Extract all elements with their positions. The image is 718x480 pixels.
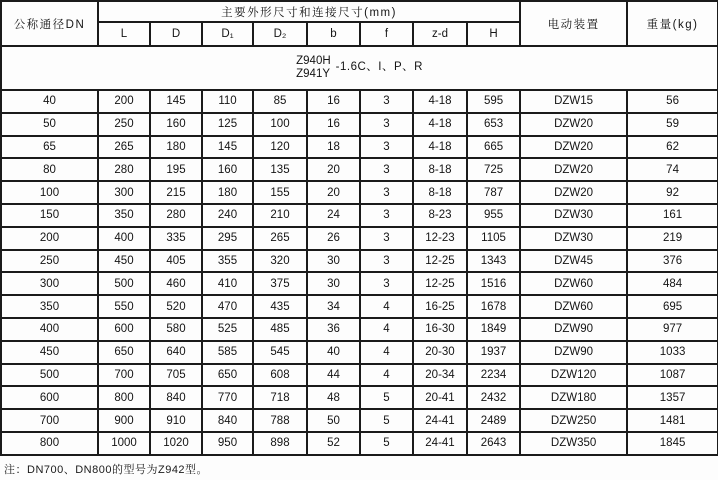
cell: 1105 bbox=[467, 227, 520, 250]
cell: 787 bbox=[467, 181, 520, 204]
cell: 250 bbox=[1, 250, 98, 273]
cell: 2643 bbox=[467, 432, 520, 455]
cell: DZW250 bbox=[520, 409, 627, 432]
cell: 12-25 bbox=[413, 272, 467, 295]
cell: 180 bbox=[202, 181, 253, 204]
cell: 485 bbox=[253, 318, 307, 341]
cell: 92 bbox=[627, 181, 718, 204]
cell: 595 bbox=[467, 90, 520, 113]
cell: 59 bbox=[627, 113, 718, 136]
cell: DZW20 bbox=[520, 181, 627, 204]
cell: DZW120 bbox=[520, 364, 627, 387]
model-code-z940h: Z940H bbox=[296, 54, 331, 67]
col-header-D2: D₂ bbox=[253, 22, 307, 46]
table-body bbox=[1, 90, 718, 455]
cell: 898 bbox=[253, 432, 307, 455]
cell: 665 bbox=[467, 136, 520, 159]
cell: 40 bbox=[307, 341, 360, 364]
table-row bbox=[1, 113, 718, 136]
cell: 145 bbox=[150, 90, 202, 113]
cell: 300 bbox=[1, 272, 98, 295]
cell: 450 bbox=[1, 341, 98, 364]
table-row bbox=[1, 341, 718, 364]
cell: 210 bbox=[253, 204, 307, 227]
cell: 640 bbox=[150, 341, 202, 364]
col-header-dims-group: 主要外形尺寸和连接尺寸(mm) bbox=[98, 1, 520, 22]
cell: 3 bbox=[360, 90, 413, 113]
cell: 4 bbox=[360, 318, 413, 341]
cell: 20-30 bbox=[413, 341, 467, 364]
cell: 650 bbox=[98, 341, 150, 364]
cell: 280 bbox=[98, 158, 150, 181]
cell: 545 bbox=[253, 341, 307, 364]
cell: 36 bbox=[307, 318, 360, 341]
cell: 2432 bbox=[467, 386, 520, 409]
model-designation bbox=[2, 55, 717, 81]
cell: 215 bbox=[150, 181, 202, 204]
model-pressure-class-suffix: -1.6C、I、P、R bbox=[335, 61, 423, 74]
cell: 4 bbox=[360, 295, 413, 318]
cell: 3 bbox=[360, 113, 413, 136]
cell: DZW90 bbox=[520, 341, 627, 364]
cell: 20 bbox=[307, 158, 360, 181]
table-row bbox=[1, 181, 718, 204]
cell: 460 bbox=[150, 272, 202, 295]
cell: 1033 bbox=[627, 341, 718, 364]
cell: 56 bbox=[627, 90, 718, 113]
cell: 470 bbox=[202, 295, 253, 318]
cell: 280 bbox=[150, 204, 202, 227]
footnote: 注：DN700、DN800的型号为Z942型。 bbox=[4, 463, 209, 476]
cell: 160 bbox=[202, 158, 253, 181]
cell: 400 bbox=[98, 227, 150, 250]
cell: 74 bbox=[627, 158, 718, 181]
cell: 219 bbox=[627, 227, 718, 250]
cell: 355 bbox=[202, 250, 253, 273]
cell: 585 bbox=[202, 341, 253, 364]
cell: 16 bbox=[307, 113, 360, 136]
cell: 30 bbox=[307, 250, 360, 273]
cell: DZW60 bbox=[520, 295, 627, 318]
cell: 520 bbox=[150, 295, 202, 318]
cell: 120 bbox=[253, 136, 307, 159]
cell: 405 bbox=[150, 250, 202, 273]
cell: 608 bbox=[253, 364, 307, 387]
cell: 240 bbox=[202, 204, 253, 227]
cell: 320 bbox=[253, 250, 307, 273]
table-row bbox=[1, 295, 718, 318]
cell: 600 bbox=[1, 386, 98, 409]
cell: 600 bbox=[98, 318, 150, 341]
cell: 977 bbox=[627, 318, 718, 341]
cell: 50 bbox=[307, 409, 360, 432]
cell: DZW180 bbox=[520, 386, 627, 409]
cell: 30 bbox=[307, 272, 360, 295]
cell: 484 bbox=[627, 272, 718, 295]
table-row bbox=[1, 136, 718, 159]
cell: 100 bbox=[1, 181, 98, 204]
cell: DZW90 bbox=[520, 318, 627, 341]
cell: 500 bbox=[98, 272, 150, 295]
cell: 295 bbox=[202, 227, 253, 250]
col-header-f: f bbox=[360, 22, 413, 46]
cell: 1087 bbox=[627, 364, 718, 387]
cell: 840 bbox=[202, 409, 253, 432]
cell: 150 bbox=[1, 204, 98, 227]
cell: 161 bbox=[627, 204, 718, 227]
cell: 3 bbox=[360, 227, 413, 250]
cell: 435 bbox=[253, 295, 307, 318]
cell: DZW20 bbox=[520, 136, 627, 159]
cell: 695 bbox=[627, 295, 718, 318]
cell: 5 bbox=[360, 409, 413, 432]
cell: DZW60 bbox=[520, 272, 627, 295]
cell: 34 bbox=[307, 295, 360, 318]
model-designation-cell bbox=[1, 46, 718, 90]
cell: 955 bbox=[467, 204, 520, 227]
col-header-b: b bbox=[307, 22, 360, 46]
col-header-D1: D₁ bbox=[202, 22, 253, 46]
cell: 50 bbox=[1, 113, 98, 136]
cell: 2489 bbox=[467, 409, 520, 432]
cell: 840 bbox=[150, 386, 202, 409]
cell: 12-25 bbox=[413, 250, 467, 273]
cell: 145 bbox=[202, 136, 253, 159]
cell: 3 bbox=[360, 250, 413, 273]
cell: 265 bbox=[98, 136, 150, 159]
cell: 5 bbox=[360, 386, 413, 409]
col-header-actuator: 电动装置 bbox=[520, 1, 627, 46]
model-designation-row bbox=[1, 46, 718, 90]
cell: 80 bbox=[1, 158, 98, 181]
table-row bbox=[1, 158, 718, 181]
cell: 375 bbox=[253, 272, 307, 295]
cell: 350 bbox=[98, 204, 150, 227]
cell: 1849 bbox=[467, 318, 520, 341]
cell: 4 bbox=[360, 364, 413, 387]
cell: 3 bbox=[360, 204, 413, 227]
cell: 12-23 bbox=[413, 227, 467, 250]
header-row-group bbox=[1, 1, 718, 22]
cell: 950 bbox=[202, 432, 253, 455]
cell: 24 bbox=[307, 204, 360, 227]
cell: 265 bbox=[253, 227, 307, 250]
table-header bbox=[1, 1, 718, 90]
cell: 4-18 bbox=[413, 90, 467, 113]
cell: 8-23 bbox=[413, 204, 467, 227]
table-row bbox=[1, 432, 718, 455]
cell: DZW30 bbox=[520, 227, 627, 250]
cell: 20 bbox=[307, 181, 360, 204]
cell: 200 bbox=[98, 90, 150, 113]
cell: 3 bbox=[360, 272, 413, 295]
cell: 2234 bbox=[467, 364, 520, 387]
cell: 1000 bbox=[98, 432, 150, 455]
table-row bbox=[1, 386, 718, 409]
table-row bbox=[1, 204, 718, 227]
cell: 1937 bbox=[467, 341, 520, 364]
cell: 16 bbox=[307, 90, 360, 113]
cell: 3 bbox=[360, 181, 413, 204]
table-row bbox=[1, 318, 718, 341]
cell: 300 bbox=[98, 181, 150, 204]
cell: 1516 bbox=[467, 272, 520, 295]
cell: 4 bbox=[360, 341, 413, 364]
table-row bbox=[1, 90, 718, 113]
cell: 200 bbox=[1, 227, 98, 250]
cell: 1020 bbox=[150, 432, 202, 455]
cell: 65 bbox=[1, 136, 98, 159]
cell: 788 bbox=[253, 409, 307, 432]
cell: 1481 bbox=[627, 409, 718, 432]
cell: 900 bbox=[98, 409, 150, 432]
cell: DZW45 bbox=[520, 250, 627, 273]
cell: 800 bbox=[1, 432, 98, 455]
cell: 4-18 bbox=[413, 113, 467, 136]
cell: 350 bbox=[1, 295, 98, 318]
cell: 135 bbox=[253, 158, 307, 181]
cell: 4-18 bbox=[413, 136, 467, 159]
cell: 44 bbox=[307, 364, 360, 387]
cell: 155 bbox=[253, 181, 307, 204]
cell: 1357 bbox=[627, 386, 718, 409]
cell: 1343 bbox=[467, 250, 520, 273]
cell: 3 bbox=[360, 136, 413, 159]
cell: 180 bbox=[150, 136, 202, 159]
cell: DZW30 bbox=[520, 204, 627, 227]
cell: 8-18 bbox=[413, 158, 467, 181]
cell: DZW350 bbox=[520, 432, 627, 455]
cell: 800 bbox=[98, 386, 150, 409]
col-header-weight: 重量(kg) bbox=[627, 1, 718, 46]
cell: 1678 bbox=[467, 295, 520, 318]
col-header-L: L bbox=[98, 22, 150, 46]
cell: 8-18 bbox=[413, 181, 467, 204]
cell: 5 bbox=[360, 432, 413, 455]
table-row bbox=[1, 272, 718, 295]
cell: 24-41 bbox=[413, 432, 467, 455]
cell: 580 bbox=[150, 318, 202, 341]
cell: 705 bbox=[150, 364, 202, 387]
col-header-D: D bbox=[150, 22, 202, 46]
cell: 700 bbox=[1, 409, 98, 432]
table-row bbox=[1, 364, 718, 387]
cell: 100 bbox=[253, 113, 307, 136]
col-header-dn: 公称通径DN bbox=[1, 1, 98, 46]
cell: 20-41 bbox=[413, 386, 467, 409]
cell: 910 bbox=[150, 409, 202, 432]
cell: 16-30 bbox=[413, 318, 467, 341]
cell: 110 bbox=[202, 90, 253, 113]
cell: 1845 bbox=[627, 432, 718, 455]
cell: 653 bbox=[467, 113, 520, 136]
col-header-zd: z-d bbox=[413, 22, 467, 46]
cell: 650 bbox=[202, 364, 253, 387]
cell: 700 bbox=[98, 364, 150, 387]
cell: 400 bbox=[1, 318, 98, 341]
col-header-H: H bbox=[467, 22, 520, 46]
table-row bbox=[1, 227, 718, 250]
cell: 450 bbox=[98, 250, 150, 273]
model-codes bbox=[296, 55, 331, 81]
cell: 376 bbox=[627, 250, 718, 273]
cell: 24-41 bbox=[413, 409, 467, 432]
cell: DZW20 bbox=[520, 113, 627, 136]
model-code-z941y: Z941Y bbox=[296, 68, 331, 80]
cell: 525 bbox=[202, 318, 253, 341]
cell: 335 bbox=[150, 227, 202, 250]
cell: 160 bbox=[150, 113, 202, 136]
cell: 718 bbox=[253, 386, 307, 409]
cell: 20-34 bbox=[413, 364, 467, 387]
cell: 52 bbox=[307, 432, 360, 455]
cell: 250 bbox=[98, 113, 150, 136]
cell: 125 bbox=[202, 113, 253, 136]
cell: 40 bbox=[1, 90, 98, 113]
cell: 48 bbox=[307, 386, 360, 409]
cell: DZW20 bbox=[520, 158, 627, 181]
cell: 550 bbox=[98, 295, 150, 318]
cell: 26 bbox=[307, 227, 360, 250]
cell: 770 bbox=[202, 386, 253, 409]
cell: 18 bbox=[307, 136, 360, 159]
cell: 725 bbox=[467, 158, 520, 181]
cell: DZW15 bbox=[520, 90, 627, 113]
cell: 500 bbox=[1, 364, 98, 387]
cell: 195 bbox=[150, 158, 202, 181]
cell: 85 bbox=[253, 90, 307, 113]
cell: 3 bbox=[360, 158, 413, 181]
cell: 410 bbox=[202, 272, 253, 295]
table-row bbox=[1, 409, 718, 432]
cell: 16-25 bbox=[413, 295, 467, 318]
table-row bbox=[1, 250, 718, 273]
cell: 62 bbox=[627, 136, 718, 159]
